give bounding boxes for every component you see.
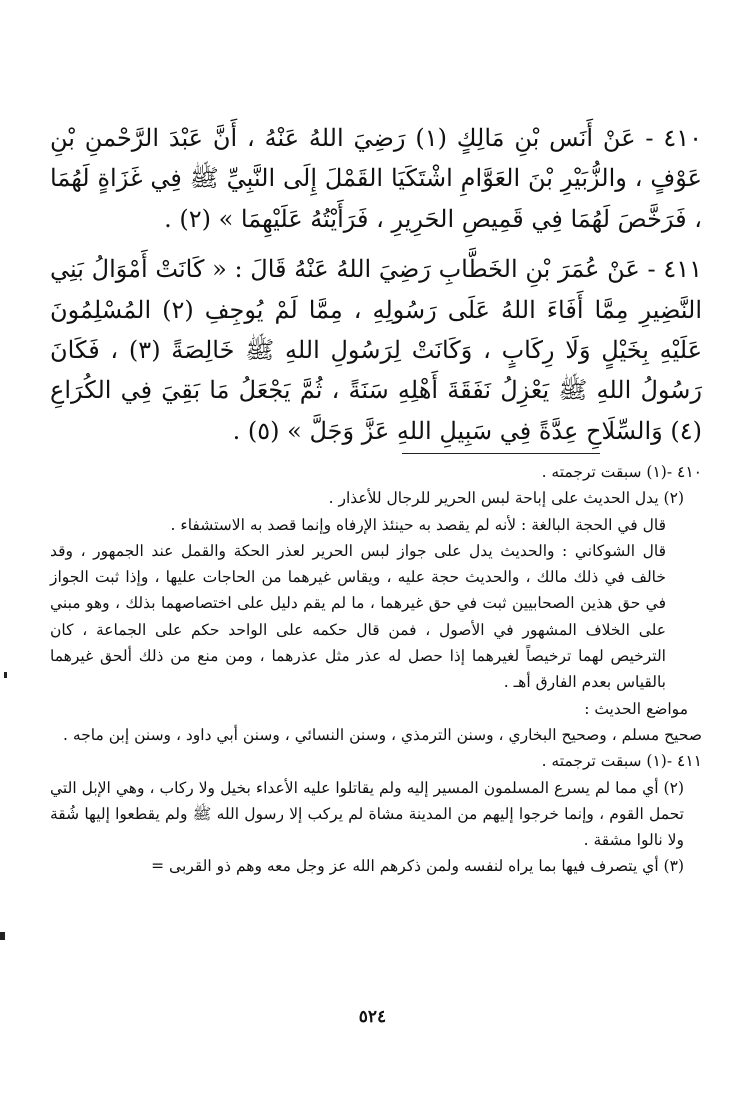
- footnote-410-2-mawadi-heading: مواضع الحديث :: [584, 699, 688, 718]
- hadith-410: ٤١٠ - عَنْ أَنَس بْنِ مَالِكٍ (١) رَضِيَ اللهُ عَنْهُ ، أَنَّ عَبْدَ الرَّحْمنِ بْنِ عَوْفٍ ، والزُّبَيْرِ بْنَ العَوَّامِ اشْتَكَيَا القَمْلَ إِلَى النَّبِيِّ ﷺ فِي غَزَاةٍ لَهُمَا ، فَرَخَّصَ لَهُمَا فِي قَمِيصِ الحَرِيرِ ، فَرَأَيْتُهُ عَلَيْهِمَا » (٢) .: [50, 124, 702, 233]
- footnote-410-2-mawadi: صحيح مسلم ، وصحيح البخاري ، وسنن الترمذي ، وسنن النسائي ، وسنن أبي داود ، وسنن إبن ماجه .: [63, 725, 702, 744]
- footnotes: [50, 459, 702, 880]
- footnote-410-1: ٤١٠ -(١) سبقت ترجمته .: [541, 463, 702, 481]
- footnote-separator: [402, 453, 600, 454]
- footnote-410-2: (٢) يدل الحديث على إباحة لبس الحرير للرجال للأعذار .: [328, 489, 684, 508]
- scan-mark: [4, 672, 7, 678]
- hadith-text: [50, 118, 702, 451]
- footnote-410-2-hujja: قال في الحجة البالغة : لأنه لم يقصد به حينئذ الإرفاه وإنما قصد به الاستشفاء .: [170, 515, 666, 534]
- footnote-410-2-shawkani: قال الشوكاني : والحديث يدل على جواز لبس الحرير لعذر الحكة والقمل عند الجمهور ، وقد خالف في ذلك مالك ، والحديث حجة عليه ، ويقاس غيرهما من الحاجات عليها ، وإذا ثبت الجواز في حق هذين الصحابيين ثبت في حق غيرهما ، ما لم يقم دليل على اختصاصهما بذلك ، وهو مبني على الخلاف المشهور في الأصول ، فمن قال حكمه على الواحد حكم على الجماعة ، كان الترخيص لهما ترخيصاً لغيرهما إذا حصل له عذر مثل عذرهما ، ومن منع من ذلك ألحق غيرهما بالقياس بعدم الفارق أهـ .: [50, 541, 666, 692]
- hadith-411: ٤١١ - عَنْ عُمَرَ بْنِ الخَطَّابِ رَضِيَ اللهُ عَنْهُ قَالَ : « كَانَتْ أَمْوَالُ بَنِي النَّضِيرِ مِمَّا أَفَاءَ اللهُ عَلَى رَسُولِهِ ، مِمَّا لَمْ يُوجِفِ (٢) المُسْلِمُونَ عَلَيْهِ بِخَيْلٍ وَلَا رِكَابٍ ، وَكَانَتْ لِرَسُولِ اللهِ ﷺ خَالِصَةً (٣) ، فَكَانَ رَسُولُ اللهِ ﷺ يَعْزِلُ نَفَقَةَ أَهْلِهِ سَنَةً ، ثُمَّ يَجْعَلُ مَا بَقِيَ فِي الكُرَاعِ (٤) وَالسِّلَاحِ عِدَّةً فِي سَبِيلِ اللهِ عَزَّ وَجَلَّ » (٥) .: [50, 255, 703, 445]
- scan-mark: [0, 932, 5, 940]
- footnote-411-2: (٢) أي مما لم يسرع المسلمون المسير إليه ولم يقاتلوا عليه الأعداء بخيل ولا ركاب ، وهي الإبل التي تحمل القوم ، وإنما خرجوا إليهم من المدينة مشاة لم يركب إلا رسول الله ﷺ ولم يقطعوا إليها شُقة ولا نالوا مشقة .: [50, 778, 684, 850]
- page-number: ٥٢٤: [358, 1007, 387, 1027]
- footnote-411-3: (٣) أي يتصرف فيها بما يراه لنفسه ولمن ذكرهم الله عز وجل معه وهم ذو القربى =: [151, 857, 684, 876]
- footnote-411-1: ٤١١ -(١) سبقت ترجمته .: [541, 752, 702, 771]
